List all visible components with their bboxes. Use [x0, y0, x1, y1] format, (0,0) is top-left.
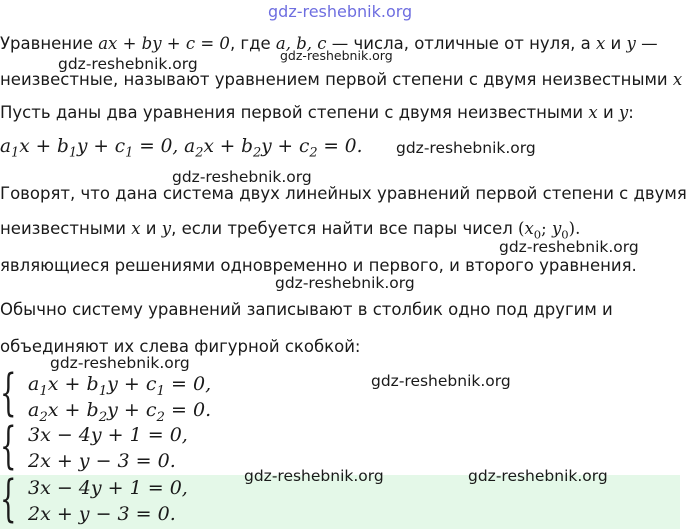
- watermark-top: gdz-reshebnik.org: [268, 2, 413, 21]
- equation-inline: ax + by + c = 0: [98, 34, 230, 53]
- paragraph-1-line-2: [0, 69, 682, 91]
- paragraph-3-line-1: Говорят, что дана система двух линейных уравнений первой степени с двумя: [0, 184, 687, 203]
- var-y: y: [626, 34, 636, 53]
- text: и: [597, 103, 619, 122]
- equations-inline: $a_1x + b_1y + c_1 = 0$, $a_2x + b_2y + c_2 = 0$.: [0, 136, 363, 161]
- watermark: gdz-reshebnik.org: [244, 467, 384, 485]
- watermark: gdz-reshebnik.org: [50, 354, 190, 372]
- system-3-row-1: 3x − 4y + 1 = 0,: [28, 477, 188, 499]
- var-y: y: [618, 103, 629, 122]
- text: Уравнение: [0, 34, 99, 53]
- text: , если требуется найти все пары чисел: [171, 219, 519, 238]
- var-x: x: [595, 34, 606, 53]
- system-2-row-2: 2x + y − 3 = 0.: [28, 450, 176, 472]
- system-1-row-1: $a_1x + b_1y + c_1 = 0$,: [28, 373, 212, 399]
- text: неизвестные, называют уравнением первой степени с двумя неизвестными: [0, 70, 673, 89]
- text: —: [635, 34, 658, 53]
- variables-inline: a, b, c: [275, 34, 327, 53]
- watermark: gdz-reshebnik.org: [172, 168, 312, 186]
- var-x: x: [588, 103, 598, 122]
- watermark: gdz-reshebnik.org: [58, 55, 198, 73]
- var-y: y: [161, 219, 172, 238]
- paragraph-3-line-2: неизвестными x и y, если требуется найти все пары чисел ($x_0$; $y_0$).: [0, 219, 581, 242]
- system-1-row-2: $a_2x + b_2y + c_2 = 0$.: [28, 399, 212, 425]
- paragraph-3-line-3: являющиеся решениями одновременно и первого, и второго уравнения.: [0, 256, 637, 275]
- var-x: x: [672, 70, 683, 89]
- text: , где: [229, 34, 276, 53]
- text: :: [628, 103, 634, 122]
- curly-brace-icon: {: [0, 419, 17, 476]
- watermark: gdz-reshebnik.org: [499, 238, 639, 256]
- paragraph-4-line-2: объединяют их слева фигурной скобкой:: [0, 337, 361, 356]
- text: и: [605, 34, 627, 53]
- curly-brace-icon: {: [0, 472, 17, 529]
- paragraph-2: [0, 102, 634, 124]
- text: Пусть даны два уравнения первой степени с двумя неизвестными: [0, 103, 589, 122]
- var-x: x: [131, 219, 141, 238]
- text: — числа, отличные от нуля, а: [326, 34, 596, 53]
- system-2-row-1: 3x − 4y + 1 = 0,: [28, 424, 188, 446]
- watermark-small: gdz-reshebnik.org: [280, 48, 393, 63]
- watermark: gdz-reshebnik.org: [275, 274, 415, 292]
- curly-brace-icon: {: [0, 366, 17, 423]
- pair: (: [518, 219, 525, 238]
- text: и: [140, 219, 162, 238]
- text: неизвестными: [0, 219, 132, 238]
- watermark: gdz-reshebnik.org: [396, 139, 536, 157]
- watermark: gdz-reshebnik.org: [371, 372, 511, 390]
- system-3-row-2: 2x + y − 3 = 0.: [28, 503, 176, 525]
- watermark: gdz-reshebnik.org: [468, 467, 608, 485]
- paragraph-4-line-1: Обычно систему уравнений записывают в столбик одно под другим и: [0, 300, 613, 319]
